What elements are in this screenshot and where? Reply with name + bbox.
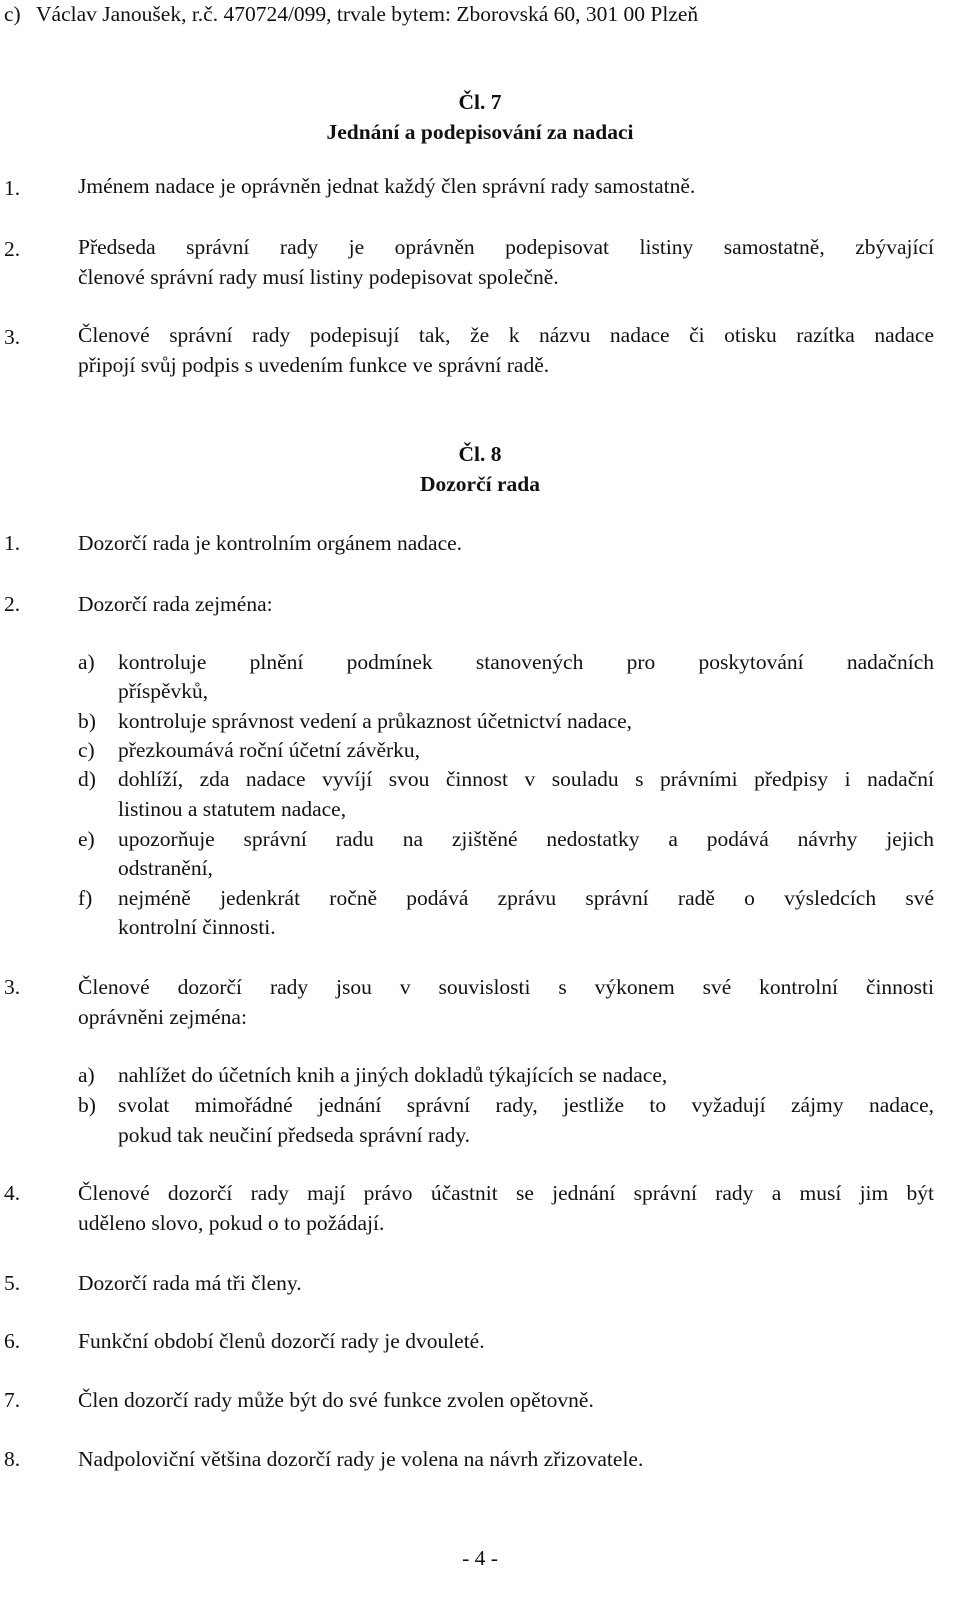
list-item-line: kontrolní činnosti.	[118, 915, 276, 939]
list-item-line: kontroluje správnost vedení a průkaznost účetnictví nadace,	[118, 709, 633, 733]
paragraph-text	[78, 171, 934, 201]
item-marker: a)	[78, 1063, 95, 1087]
item-marker: a)	[78, 650, 95, 674]
paragraph-line: Členové správní rady podepisují tak, že k názvu nadace či otisku razítka nadace	[78, 323, 934, 347]
list-item-line: kontroluje plnění podmínek stanovených pro poskytování nadačních	[118, 650, 934, 674]
list-item-line: pokud tak neučiní předseda správní rady.	[118, 1123, 471, 1147]
article-8-number: Čl. 8	[458, 442, 502, 466]
item-marker: c)	[78, 738, 95, 762]
list-item	[118, 1095, 934, 1117]
item-marker: d)	[78, 767, 96, 791]
item-marker: e)	[78, 827, 95, 851]
item-marker: b)	[78, 1093, 96, 1117]
paragraph-text	[78, 1183, 934, 1205]
paragraph-line: připojí svůj podpis s uvedením funkce ve správní radě.	[78, 353, 550, 377]
paragraph-text: Člen dozorčí rady může být do své funkce zvolen opětovně.	[78, 1388, 594, 1412]
paragraph-line: Jménem nadace je oprávněn jednat každý člen správní rady samostatně.	[78, 174, 696, 198]
item-marker: c)	[4, 2, 21, 26]
list-item-line: listinou a statutem nadace,	[118, 797, 347, 821]
article-7-title: Jednání a podepisování za nadaci	[326, 120, 634, 144]
point-number: 1.	[4, 531, 21, 555]
point-number: 1.	[4, 176, 21, 200]
paragraph-line: oprávněni zejména:	[78, 1005, 247, 1029]
point-number: 5.	[4, 1271, 21, 1295]
point-number: 2.	[4, 237, 21, 261]
list-item-line: příspěvků,	[118, 679, 209, 703]
list-item	[118, 829, 934, 851]
list-item-line: dohlíží, zda nadace vyvíjí svou činnost v souladu s právními předpisy i nadační	[118, 767, 934, 791]
item-marker: b)	[78, 709, 96, 733]
list-item	[118, 652, 934, 674]
point-number: 3.	[4, 975, 21, 999]
paragraph-text: Dozorčí rada zejména:	[78, 592, 273, 616]
paragraph-text: Funkční období členů dozorčí rady je dvouleté.	[78, 1329, 485, 1353]
paragraph-line: uděleno slovo, pokud o to požádají.	[78, 1211, 385, 1235]
page-number: - 4 -	[462, 1546, 498, 1570]
board-member-line: Václav Janoušek, r.č. 470724/099, trvale bytem: Zborovská 60, 301 00 Plzeň	[36, 2, 699, 26]
point-number: 3.	[4, 325, 21, 349]
list-item-line: nahlížet do účetních knih a jiných dokladů týkajících se nadace,	[118, 1063, 668, 1087]
paragraph-line: Předseda správní rady je oprávněn podepisovat listiny samostatně, zbývající	[78, 235, 934, 259]
point-number: 6.	[4, 1329, 21, 1353]
point-number: 8.	[4, 1447, 21, 1471]
paragraph-line: členové správní rady musí listiny podepisovat společně.	[78, 265, 559, 289]
paragraph-line: Členové dozorčí rady jsou v souvislosti s výkonem své kontrolní činnosti	[78, 975, 934, 999]
list-item-line: svolat mimořádné jednání správní rady, jestliže to vyžadují zájmy nadace,	[118, 1093, 934, 1117]
paragraph-line: Členové dozorčí rady mají právo účastnit se jednání správní rady a musí jim být	[78, 1181, 934, 1205]
list-item-line: odstranění,	[118, 856, 213, 880]
paragraph-text	[78, 232, 934, 292]
article-8-title: Dozorčí rada	[419, 472, 540, 496]
item-marker: f)	[78, 886, 93, 910]
point-number: 2.	[4, 592, 21, 616]
article-7-number: Čl. 7	[458, 90, 502, 114]
paragraph-text: Dozorčí rada má tři členy.	[78, 1271, 302, 1295]
paragraph-text: Dozorčí rada je kontrolním orgánem nadace.	[78, 531, 463, 555]
list-item-line: přezkoumává roční účetní závěrku,	[118, 738, 421, 762]
list-item-line: upozorňuje správní radu na zjištěné nedostatky a podává návrhy jejich	[118, 827, 934, 851]
paragraph-text: Nadpoloviční většina dozorčí rady je volena na návrh zřizovatele.	[78, 1447, 644, 1471]
paragraph-text	[78, 977, 934, 999]
paragraph-text	[78, 320, 934, 380]
list-item-line: nejméně jedenkrát ročně podává zprávu správní radě o výsledcích své	[118, 886, 934, 910]
list-item	[118, 888, 934, 910]
point-number: 4.	[4, 1181, 21, 1205]
list-item	[118, 769, 934, 791]
point-number: 7.	[4, 1388, 21, 1412]
